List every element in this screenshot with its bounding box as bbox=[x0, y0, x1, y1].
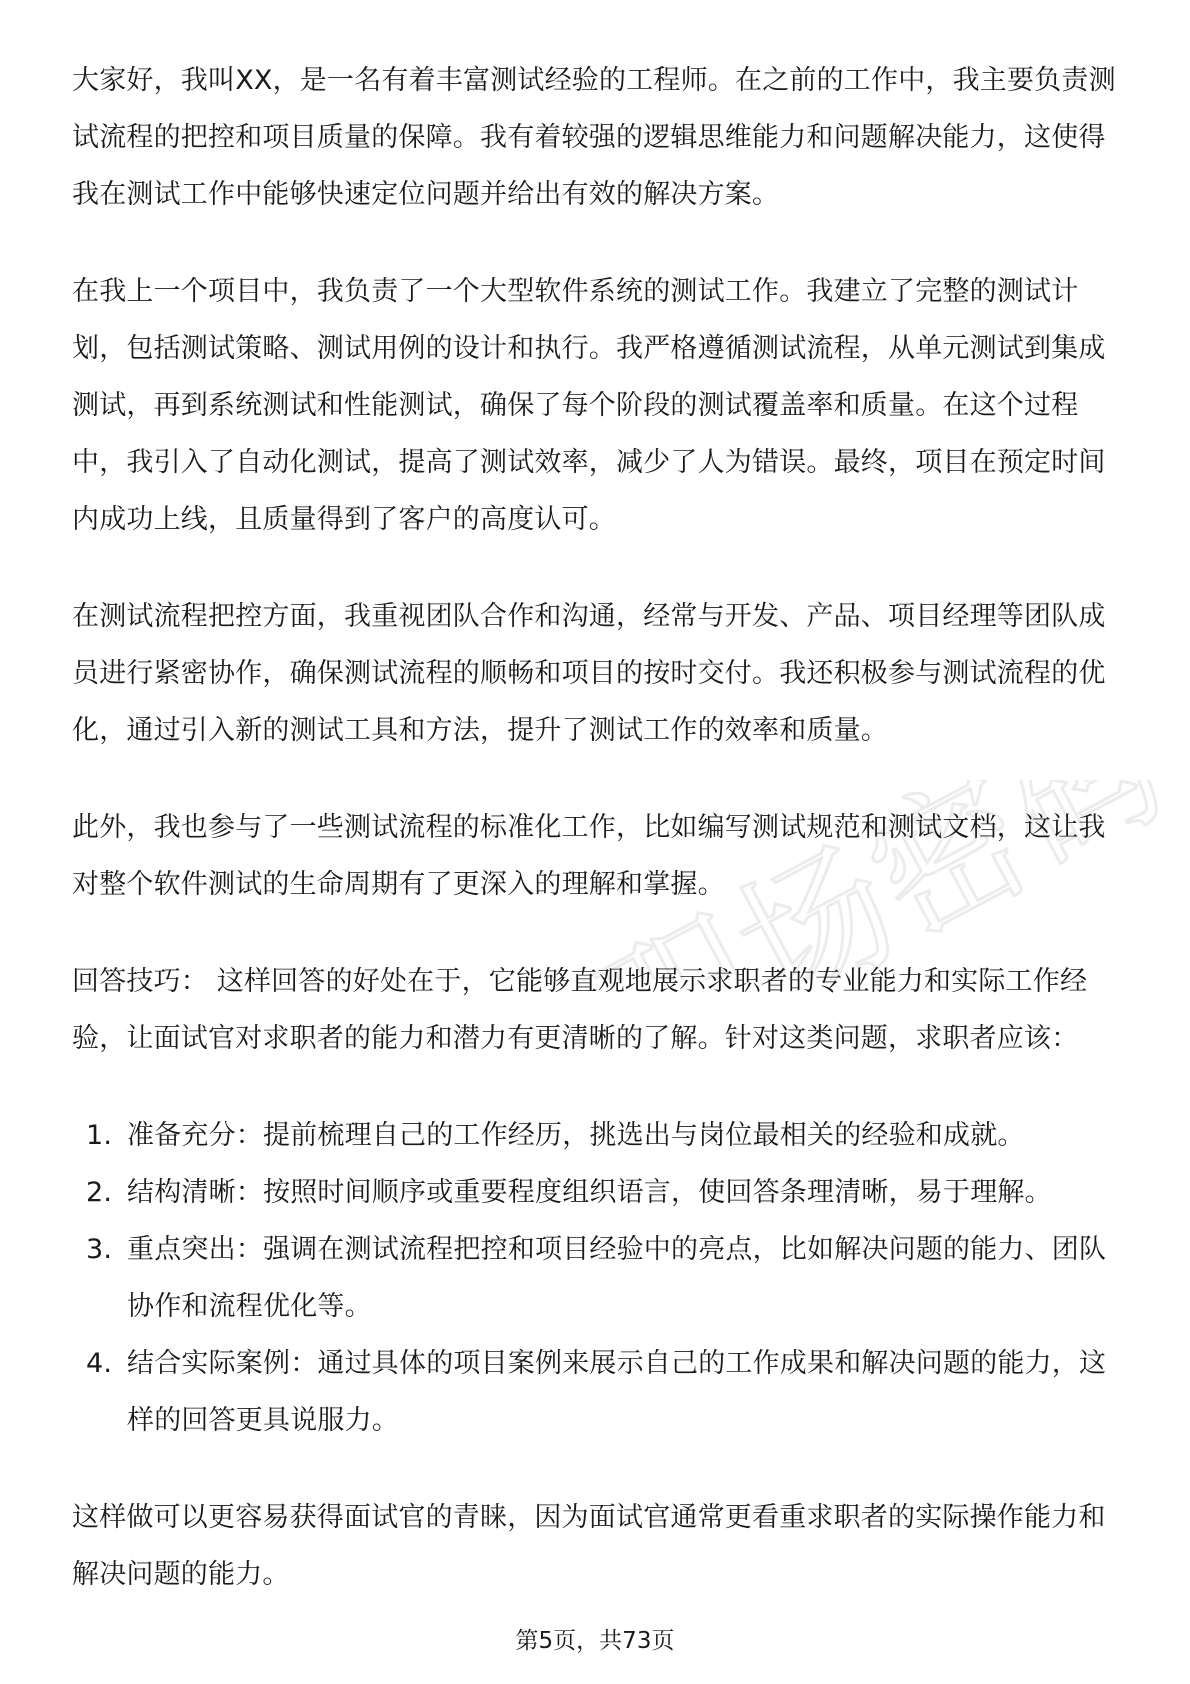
page-number-footer: 第5页，共73页 bbox=[515, 1628, 675, 1654]
list-item-text: 结构清晰：按照时间顺序或重要程度组织语言，使回答条理清晰，易于理解。 bbox=[127, 1177, 1052, 1208]
list-item-number: 2. bbox=[86, 1177, 113, 1208]
list-item-number: 3. bbox=[86, 1234, 113, 1265]
process-paragraph: 在测试流程把控方面，我重视团队合作和沟通，经常与开发、产品、项目经理等团队成员进行紧密协作，确保测试流程的顺畅和项目的按时交付。我还积极参与测试流程的优化，通过引入新的测试工具和方法，提升了测试工作的效率和质量。 bbox=[72, 601, 1106, 746]
list-item-text: 结合实际案例：通过具体的项目案例来展示自己的工作成果和解决问题的能力，这样的回答更具说服力。 bbox=[127, 1348, 1107, 1436]
list-item-number: 1. bbox=[86, 1120, 113, 1151]
list-item-text: 准备充分：提前梳理自己的工作经历，挑选出与岗位最相关的经验和成就。 bbox=[127, 1120, 1025, 1151]
project-paragraph: 在我上一个项目中，我负责了一个大型软件系统的测试工作。我建立了完整的测试计划，包括测试策略、测试用例的设计和执行。我严格遵循测试流程，从单元测试到集成测试，再到系统测试和性能测试，确保了每个阶段的测试覆盖率和质量。在这个过程中，我引入了自动化测试，提高了测试效率，减少了人为错误。最终，项目在预定时间内成功上线，且质量得到了客户的高度认可。 bbox=[72, 276, 1106, 535]
list-item bbox=[72, 1335, 1132, 1449]
intro-paragraph: 大家好，我叫XX，是一名有着丰富测试经验的工程师。在之前的工作中，我主要负责测试流程的把控和项目质量的保障。我有着较强的逻辑思维能力和问题解决能力，这使得我在测试工作中能够快速定位问题并给出有效的解决方案。 bbox=[72, 65, 1116, 210]
tips-intro-paragraph: 回答技巧： 这样回答的好处在于，它能够直观地展示求职者的专业能力和实际工作经验，让面试官对求职者的能力和潜力有更清晰的了解。针对这类问题，求职者应该： bbox=[72, 966, 1088, 1054]
tips-list bbox=[72, 1107, 1132, 1449]
document-body bbox=[72, 52, 1132, 1603]
list-item bbox=[72, 1107, 1132, 1164]
list-item-number: 4. bbox=[86, 1348, 113, 1379]
list-item bbox=[72, 1164, 1132, 1221]
closing-paragraph: 这样做可以更容易获得面试官的青睐，因为面试官通常更看重求职者的实际操作能力和解决问题的能力。 bbox=[72, 1502, 1106, 1590]
list-item bbox=[72, 1221, 1132, 1335]
list-item-text: 重点突出：强调在测试流程把控和项目经验中的亮点，比如解决问题的能力、团队协作和流程优化等。 bbox=[127, 1234, 1107, 1322]
standardization-paragraph: 此外，我也参与了一些测试流程的标准化工作，比如编写测试规范和测试文档，这让我对整个软件测试的生命周期有了更深入的理解和掌握。 bbox=[72, 812, 1106, 900]
